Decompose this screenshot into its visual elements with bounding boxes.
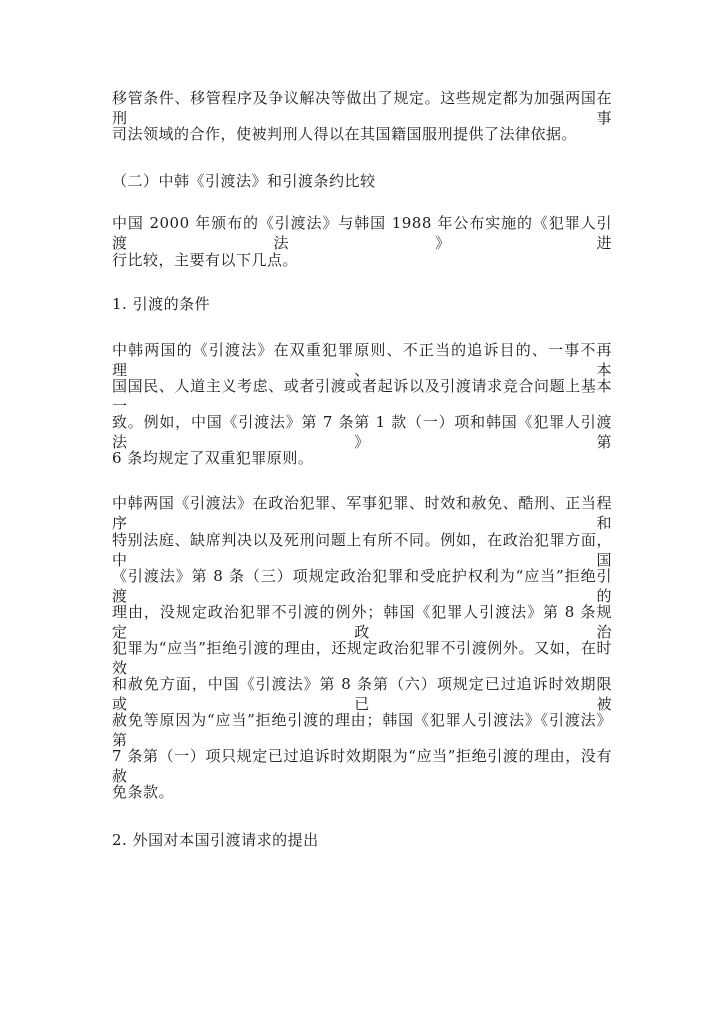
paragraph-line: 移管条件、移管程序及争议解决等做出了规定。这些规定都为加强两国在刑事 — [112, 89, 612, 127]
paragraph-line: 和赦免方面，中国《引渡法》第 8 条第（六）项规定已过追诉时效期限或已被 — [112, 675, 612, 713]
paragraph-line: 中韩两国《引渡法》在政治犯罪、军事犯罪、时效和赦免、酷刑、正当程序和 — [112, 494, 612, 532]
paragraph-line: 中韩两国的《引渡法》在双重犯罪原则、不正当的追诉目的、一事不再理、本 — [112, 341, 612, 379]
paragraph-line: 赦免等原因为“应当”拒绝引渡的理由；韩国《犯罪人引渡法》《引渡法》第 — [112, 711, 612, 749]
paragraph-line: 《引渡法》第 8 条（三）项规定政治犯罪和受庇护权利为“应当”拒绝引渡的 — [112, 567, 612, 605]
paragraph-line: 致。例如，中国《引渡法》第 7 条第 1 款（一）项和韩国《犯罪人引渡法》第 — [112, 413, 612, 451]
subsection-heading: 1. 引渡的条件 — [112, 295, 211, 313]
paragraph-line: 国国民、人道主义考虑、或者引渡或者起诉以及引渡请求竞合问题上基本一 — [112, 377, 612, 415]
paragraph-line: 特别法庭、缺席判决以及死刑问题上有所不同。例如，在政治犯罪方面，中国 — [112, 531, 612, 569]
subsection-heading: 2. 外国对本国引渡请求的提出 — [112, 831, 319, 849]
paragraph-line: 犯罪为“应当”拒绝引渡的理由，还规定政治犯罪不引渡例外。又如，在时效 — [112, 639, 612, 677]
paragraph-line: 中国 2000 年颁布的《引渡法》与韩国 1988 年公布实施的《犯罪人引渡法》进 — [112, 214, 612, 252]
section-heading: （二）中韩《引渡法》和引渡条约比较 — [112, 172, 376, 190]
paragraph-line: 司法领域的合作，使被判刑人得以在其国籍国服刑提供了法律依据。 — [112, 125, 578, 143]
paragraph-line: 行比较，主要有以下几点。 — [112, 251, 299, 269]
paragraph-line: 理由，没规定政治犯罪不引渡的例外；韩国《犯罪人引渡法》第 8 条规定政治 — [112, 603, 612, 641]
paragraph-line: 6 条均规定了双重犯罪原则。 — [112, 449, 314, 467]
paragraph-line: 免条款。 — [112, 783, 175, 801]
paragraph-line: 7 条第（一）项只规定已过追诉时效期限为“应当”拒绝引渡的理由，没有赦 — [112, 747, 612, 785]
